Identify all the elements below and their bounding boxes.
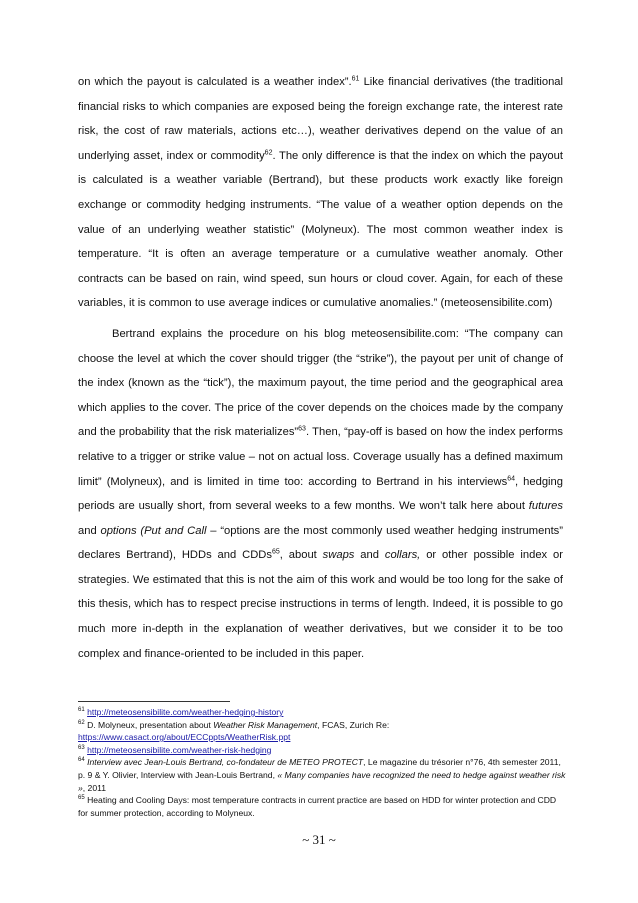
text-run: and [354, 549, 385, 562]
footnote-61 [78, 706, 568, 719]
footnote-text: , 2011 [82, 782, 107, 793]
text-run: . Then, “pay-off is based on how the index performs relative to a trigger or strike value – not on actual loss. Coverage usually has a defined maximum limit” (Molyneux), and is limited in time too: according to Bertrand in his interviews [78, 426, 563, 488]
text-run: or other possible index or strategies. We estimated that this is not the aim of this work and would be too long for the sake of this thesis, which has to respect precise instructions in terms of length. Indeed, it is possible to go much more in-depth in the explanation of weather derivatives, but we consider it to be too complex and finance-oriented to be included in this paper. [78, 549, 563, 660]
footnote-65 [78, 794, 568, 819]
footnote-ref-65[interactable]: 65 [271, 548, 280, 556]
emphasis-options: options (Put and Call [100, 524, 207, 537]
footnote-title: Weather Risk Management [213, 719, 318, 730]
footnote-link[interactable]: http://meteosensibilite.com/weather-hedging-history [87, 707, 284, 717]
paragraph-1 [78, 70, 563, 316]
footnote-separator [78, 701, 230, 702]
footnote-link[interactable]: https://www.casact.org/about/ECCppts/WeatherRisk.ppt [78, 732, 291, 743]
emphasis-swaps: swaps [322, 549, 355, 562]
footnote-number: 64 [78, 757, 85, 764]
footnote-number: 61 [78, 707, 85, 714]
footnote-62 [78, 719, 568, 744]
text-run: , about [279, 549, 323, 562]
footnote-text: D. Molyneux, presentation about [84, 719, 214, 730]
footnote-title: « Many companies have recognized the need to hedge against weather risk » [78, 769, 566, 793]
footnote-number: 62 [78, 719, 85, 726]
footnote-link[interactable]: http://meteosensibilite.com/weather-risk-hedging [87, 744, 272, 755]
text-run: on which the payout is calculated is a weather index”. [78, 76, 352, 88]
paragraph-2 [78, 322, 563, 666]
footnote-text: , FCAS, Zurich Re: [317, 719, 390, 730]
page-number: ~ 31 ~ [302, 832, 336, 847]
text-run: Like financial derivatives (the traditional financial risks to which companies are exposed being the foreign exchange rate, the interest rate risk, the cost of raw materials, actions etc…), weather derivatives depend on the value of an underlying asset, index or commodity [78, 76, 563, 162]
emphasis-collars: collars, [384, 549, 421, 562]
footnote-text: Heating and Cooling Days: most temperature contracts in current practice are based on HDD for winter protection and CDD for summer protection, according to Molyneux. [78, 795, 557, 818]
text-run: . The only difference is that the index on which the payout is calculated is a weather variable (Bertrand), but these products work exactly like foreign exchange or commodity hedging instruments. “The value of a weather option depends on the value of an underlying weather statistic” (Molyneux). The most common weather index is temperature. “It is often an average temperature or a cumulative weather anomaly. Other contracts can be based on rain, wind speed, sun hours or cloud cover. Again, for each of these variables, it is common to use average indices or cumulative anomalies.” (meteosensibilite.com) [78, 149, 563, 310]
emphasis-futures: futures [528, 500, 563, 513]
text-run: , hedging periods are usually short, from several weeks to a few months. We won’t talk here about [78, 475, 563, 513]
footnote-title: Interview avec Jean-Louis Bertrand, co-fondateur de METEO PROTECT [84, 757, 364, 768]
footnotes [78, 706, 568, 819]
text-run: and [78, 524, 101, 537]
footnote-63 [78, 744, 568, 757]
footnote-ref-61[interactable]: 61 [351, 75, 360, 83]
footnote-text: , Le magazine du trésorier n°76, 4th semester 2011, p. 9 & Y. Olivier, Interview with Jean-Louis Bertrand, [78, 757, 561, 780]
footnote-ref-62[interactable]: 62 [264, 149, 273, 157]
footnote-number: 63 [78, 744, 85, 751]
footnote-64 [78, 756, 568, 794]
footnote-number: 65 [78, 795, 85, 802]
footnote-ref-63[interactable]: 63 [298, 425, 306, 433]
text-run: Bertrand explains the procedure on his blog meteosensibilite.com: “The company can choose the level at which the cover should trigger (the “strike”), the payout per unit of change of the index (known as the “tick”), the maximum payout, the time period and the geographical area which applies to the cover. The price of the cover depends on the choices made by the company and the probability that the risk materializes” [78, 327, 563, 439]
text-run: – “options are the most commonly used weather hedging instruments” declares Bertrand), HDDs and CDDs [78, 524, 563, 562]
footnote-ref-64[interactable]: 64 [507, 474, 515, 482]
body-text [78, 70, 563, 666]
